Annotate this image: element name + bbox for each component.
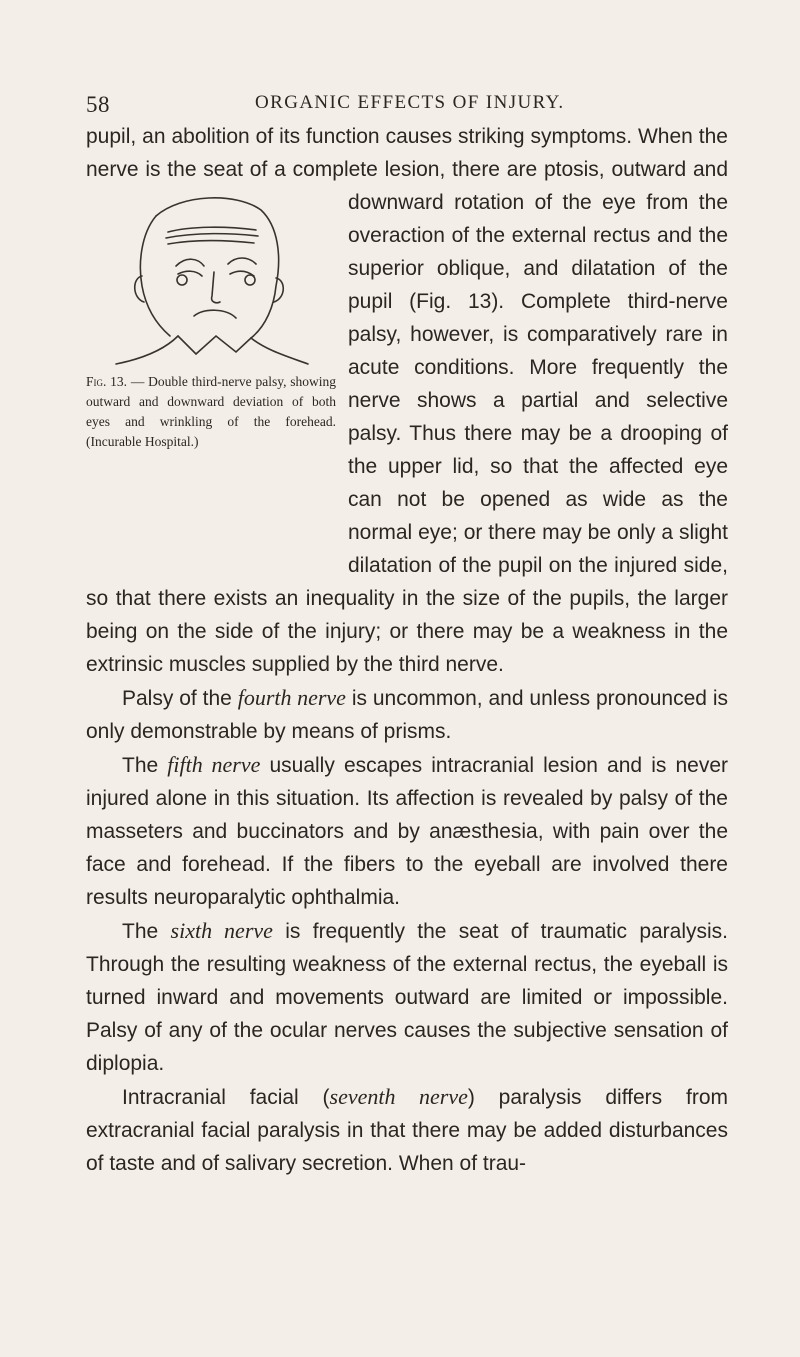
paragraph — [86, 120, 728, 681]
running-title: ORGANIC EFFECTS OF INJURY. — [255, 92, 565, 113]
body-text — [86, 120, 728, 1180]
emphasis-text: fifth nerve — [167, 752, 261, 777]
paragraph-text: Palsy of the — [122, 687, 238, 710]
paragraph-text: ) paralysis differs from extracranial facial paralysis in that there may be added disturbances of taste and of salivary secretion. When of trau- — [86, 1086, 728, 1175]
paragraph — [86, 1080, 728, 1180]
paragraph-text: is frequently the seat of traumatic paralysis. Through the resulting weakness of the external rectus, the eyeball is turned inward and movements outward are limited or impossible. Palsy of any of the ocular nerves causes the subjective sensation of diplopia. — [86, 920, 729, 1075]
paragraph — [86, 914, 728, 1080]
figure-label: Fig. 13. — [86, 374, 128, 389]
figure-caption — [86, 372, 336, 452]
figure-caption-text: — Double third-nerve palsy, showing outward and downward deviation of both eyes and wrinkling of the forehead. (Incurable Hospital.) — [86, 374, 336, 449]
emphasis-text: seventh nerve — [329, 1084, 468, 1109]
paragraph — [86, 681, 728, 748]
paragraph — [86, 748, 728, 914]
paragraph-text: overaction of the external rectus and the superior oblique, and dilatation of the pupil (Fig. 13). Complete third-nerve palsy, however, is comparatively rare in acute conditions. More frequently the nerve shows a partial and selective palsy. Thus there may be a drooping of the upper lid, so that the affected eye can not be opened as wide as the normal eye; or there may be only a slight dilatation of the pupil on the injured side, so that there exists an inequality in the size of the pupils, the larger being on the side of the injury; or there may be a weakness in the extrinsic muscles supplied by the third nerve. — [86, 224, 728, 676]
page-number: 58 — [86, 92, 110, 117]
paragraph-text: usually escapes intracranial lesion and is never injured alone in this situation. Its affection is revealed by palsy of the masseters and buccinators and by anæsthesia, with pain over the face and forehead. If the fibers to the eyeball are involved there results neuroparalytic ophthalmia. — [86, 754, 728, 909]
emphasis-text: sixth nerve — [170, 918, 273, 943]
paragraph-text: The — [122, 920, 171, 943]
paragraph-text: is uncommon, and unless pronounced is only demonstrable by means of prisms. — [86, 687, 728, 743]
face-illustration-icon — [86, 186, 336, 371]
figure — [86, 186, 336, 554]
paragraph-text: The — [122, 754, 168, 777]
paragraph-text: pupil, an abolition of its function causes striking symptoms. When the nerve is the seat of a complete lesion, there are ptosis, outward and downward rotation of the eye from the — [86, 125, 728, 214]
paragraph-text: Intracranial facial ( — [122, 1086, 330, 1109]
emphasis-text: fourth nerve — [237, 685, 346, 710]
